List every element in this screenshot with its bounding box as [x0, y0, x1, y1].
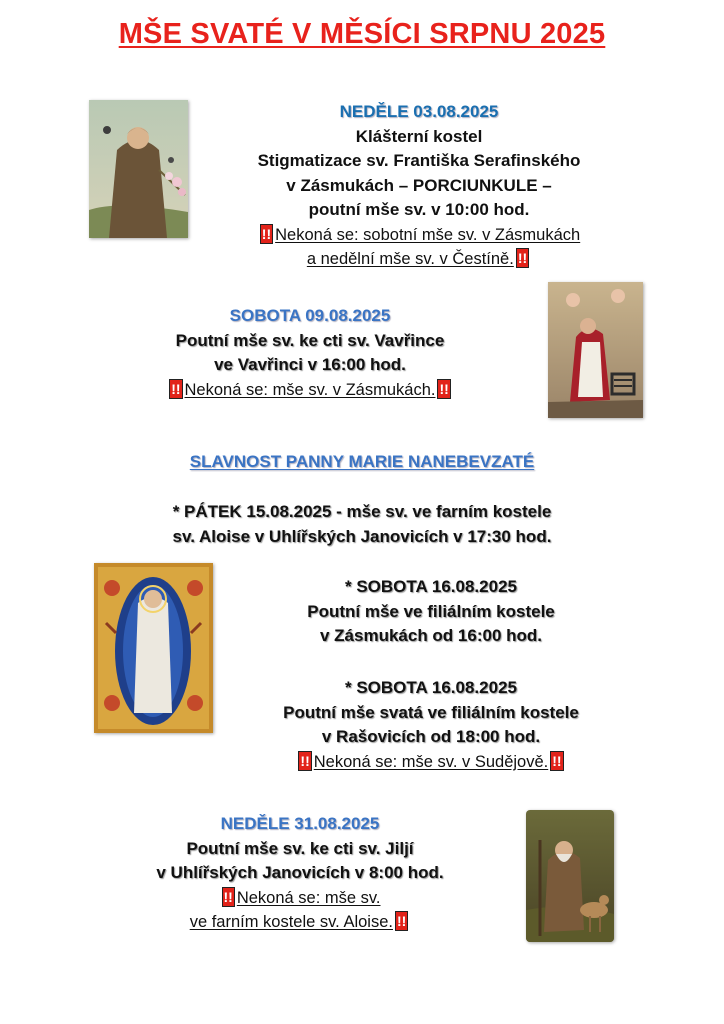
event-6-note	[120, 886, 480, 911]
event-block-4	[260, 575, 602, 649]
alert-mark: !!	[171, 380, 181, 397]
event-6-line: Poutní mše sv. ke cti sv. Jiljí	[186, 838, 414, 858]
event-block-3	[0, 500, 724, 549]
event-5-line: v Rašovicích od 18:00 hod.	[321, 727, 541, 746]
event-3-line: * PÁTEK 15.08.2025 - mše sv. ve farním kostele	[172, 502, 552, 521]
assumption-icon-image	[94, 563, 213, 733]
event-4-line: * SOBOTA 16.08.2025	[345, 577, 517, 596]
event-1-line: poutní mše sv. v 10:00 hod.	[308, 200, 530, 219]
event-block-6	[120, 812, 480, 935]
event-block-1	[228, 100, 610, 272]
event-2-line: Poutní mše sv. ke cti sv. Vavřince	[175, 330, 445, 350]
page-title: MŠE SVATÉ V MĚSÍCI SRPNU 2025	[118, 18, 606, 50]
st-giles-image	[526, 810, 614, 942]
event-1-date: NEDĚLE 03.08.2025	[339, 102, 499, 121]
alert-mark: !!	[261, 225, 272, 242]
event-6-date: NEDĚLE 31.08.2025	[220, 814, 380, 833]
event-6-note-text: Nekoná se: mše sv.	[236, 888, 381, 907]
st-lawrence-image	[548, 282, 643, 418]
event-5-note-text: Nekoná se: mše sv. v Sudějově.	[313, 752, 549, 771]
event-1-note-text-2: a nedělní mše sv. v Čestíně.	[306, 250, 514, 268]
event-2-note	[135, 378, 485, 403]
event-5-note	[260, 750, 602, 775]
event-2-note-text: Nekoná se: mše sv. v Zásmukách.	[184, 380, 436, 399]
event-5-line: * SOBOTA 16.08.2025	[345, 678, 517, 697]
event-1-line: v Zásmukách – PORCIUNKULE –	[286, 175, 552, 195]
event-1-line: Stigmatizace sv. Františka Serafinského	[257, 151, 581, 170]
event-4-line: Poutní mše ve filiálním kostele	[307, 601, 555, 621]
event-4-line: v Zásmukách od 16:00 hod.	[319, 626, 542, 645]
event-block-5	[260, 676, 602, 774]
event-3-line: sv. Aloise v Uhlířských Janovicích v 17:30 hod.	[172, 526, 552, 546]
alert-mark: !!	[552, 752, 562, 769]
alert-mark: !!	[300, 752, 310, 769]
event-5-line: Poutní mše svatá ve filiálním kostele	[283, 702, 579, 722]
st-francis-image	[89, 100, 188, 238]
event-2-line: ve Vavřinci v 16:00 hod.	[214, 355, 406, 374]
event-6-line: v Uhlířských Janovicích v 8:00 hod.	[156, 863, 444, 882]
alert-mark: !!	[223, 888, 233, 905]
event-6-note-text-2: ve farním kostele sv. Aloise.	[189, 913, 393, 931]
event-1-note-text: Nekoná se: sobotní mše sv. v Zásmukách	[275, 225, 581, 244]
solemnity-heading: SLAVNOST PANNY MARIE NANEBEVZATÉ	[189, 452, 535, 471]
event-1-line: Klášterní kostel	[355, 126, 483, 146]
alert-mark: !!	[439, 380, 449, 397]
event-6-note-2	[120, 910, 480, 935]
alert-mark: !!	[396, 913, 407, 929]
event-1-note-2	[228, 247, 610, 272]
event-1-note	[228, 223, 610, 248]
event-2-date: SOBOTA 09.08.2025	[229, 306, 391, 325]
event-block-2	[135, 304, 485, 402]
alert-mark: !!	[517, 250, 528, 266]
